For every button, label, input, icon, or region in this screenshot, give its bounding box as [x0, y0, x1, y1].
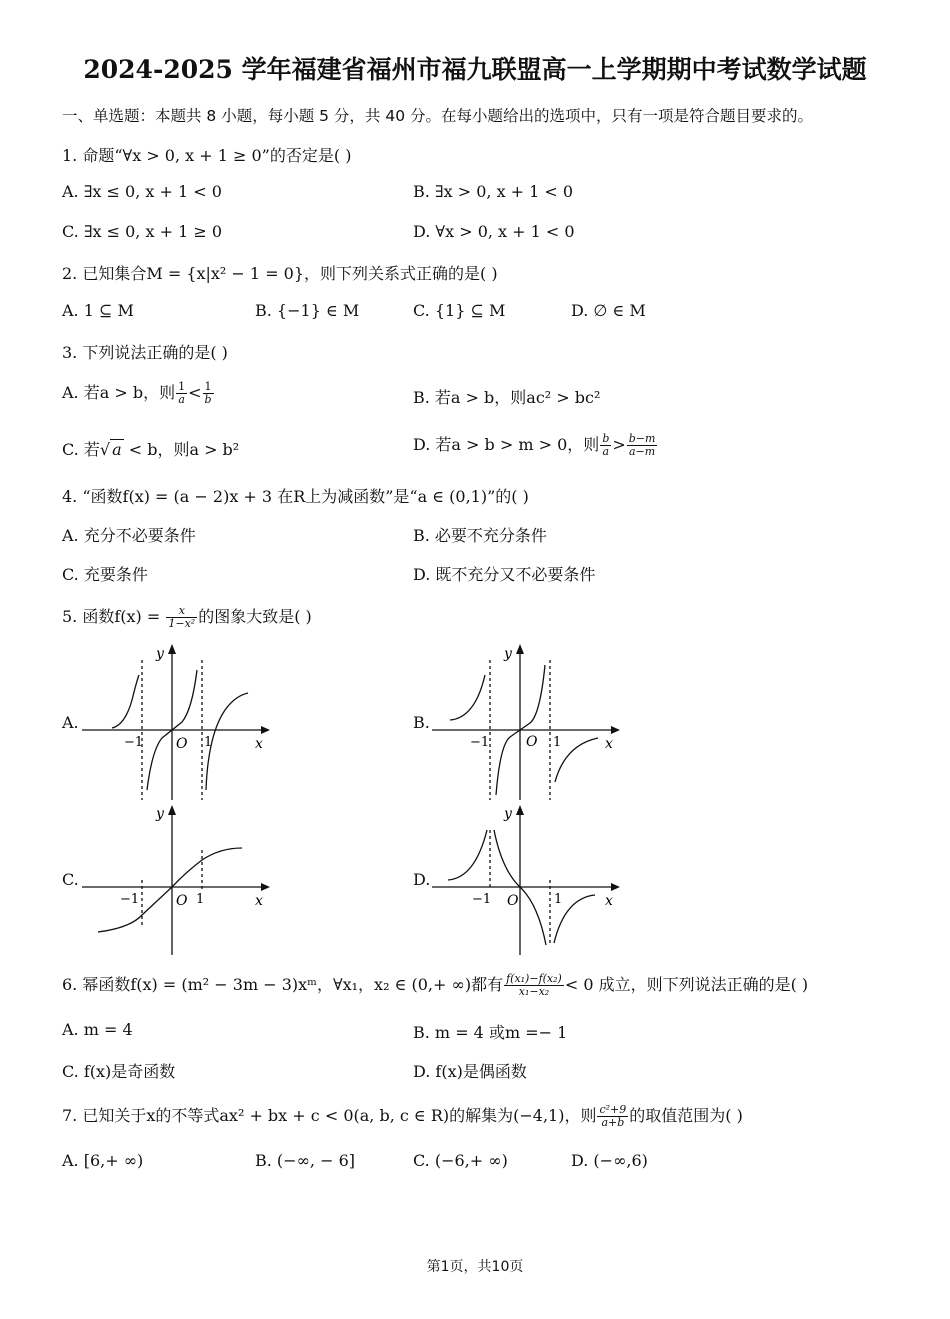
- q6-stem-prefix: 6. 幂函数f(x) = (m² − 3m − 3)xᵐ，∀x₁，x₂ ∈ (0,+ ∞)都有: [62, 975, 504, 994]
- q3-a-frac2: $\frac{1}{b}$: [204, 380, 212, 406]
- q3-option-b[interactable]: B. 若a > b，则ac² > bc²: [413, 388, 601, 407]
- q5-fraction: $\frac{x}{\text{1−x²}}$: [168, 604, 196, 630]
- q5-graph-a[interactable]: [80, 640, 280, 805]
- q1-stem: 1. 命题“∀x > 0, x + 1 ≥ 0”的否定是( ): [62, 146, 352, 165]
- q6-option-a[interactable]: A. m = 4: [62, 1020, 133, 1039]
- x-label: x: [605, 893, 613, 909]
- curve-left: [450, 675, 485, 720]
- curve-right: [555, 738, 598, 782]
- q6-fraction: $\frac{\text{f(x₁)−f(x₂)}}{\text{x₁−x₂}}$: [506, 972, 562, 998]
- one-label: 1: [196, 892, 205, 907]
- q2-option-c[interactable]: C. {1} ⊆ M: [413, 301, 506, 320]
- q3-stem: 3. 下列说法正确的是( ): [62, 343, 228, 362]
- x-label: x: [605, 736, 613, 752]
- curve-left-inner: [494, 830, 520, 887]
- curve-left-outer: [448, 830, 487, 880]
- page-footer: 第1页，共10页: [426, 1259, 524, 1275]
- neg-one-label: −1: [472, 892, 492, 907]
- origin-label: O: [176, 893, 188, 909]
- q7-stem-prefix: 7. 已知关于x的不等式ax² + bx + c < 0(a, b, c ∈ R)的解集为(−4,1)，则: [62, 1106, 597, 1125]
- one-label: 1: [554, 892, 563, 907]
- q4-option-a[interactable]: A. 充分不必要条件: [62, 526, 196, 545]
- origin-label: O: [507, 893, 519, 909]
- q5-stem-suffix: 的图象大致是( ): [198, 607, 312, 626]
- q7-option-a[interactable]: A. [6,+ ∞): [62, 1151, 144, 1170]
- one-label: 1: [553, 735, 562, 750]
- q3-c-prefix: C. 若: [62, 440, 100, 459]
- q5-option-c-label[interactable]: C.: [62, 870, 79, 889]
- section-heading: 一、单选题：本题共 8 小题，每小题 5 分，共 40 分。在每小题给出的选项中，只有一项是符合题目要求的。: [62, 107, 814, 125]
- q3-c-post: < b，则a > b²: [128, 440, 240, 459]
- q7-stem: [62, 1103, 743, 1129]
- curve-left: [112, 675, 139, 728]
- q7-option-b[interactable]: B. (−∞, − 6]: [255, 1151, 355, 1170]
- neg-one-label: −1: [124, 735, 144, 750]
- q3-option-d[interactable]: [413, 432, 658, 458]
- q6-option-d[interactable]: D. f(x)是偶函数: [413, 1062, 527, 1081]
- origin-label: O: [176, 736, 188, 752]
- page-title: 2024-2025 学年福建省福州市福九联盟高一上学期期中考试数学试题: [83, 55, 867, 84]
- y-label: y: [156, 806, 164, 822]
- q5-option-a-label[interactable]: A.: [62, 713, 79, 732]
- q2-option-d[interactable]: D. ∅ ∈ M: [571, 301, 646, 320]
- q6-stem: [62, 972, 808, 998]
- q1-option-c[interactable]: C. ∃x ≤ 0, x + 1 ≥ 0: [62, 222, 223, 241]
- q7-option-d[interactable]: D. (−∞,6): [571, 1151, 648, 1170]
- x-label: x: [255, 893, 263, 909]
- q2-option-b[interactable]: B. {−1} ∈ M: [255, 301, 360, 320]
- y-arrow: [168, 644, 176, 654]
- neg-one-label: −1: [470, 735, 490, 750]
- y-label: y: [504, 806, 512, 822]
- q5-option-b-label[interactable]: B.: [413, 713, 430, 732]
- origin-label: O: [526, 734, 538, 750]
- q7-fraction: $\frac{\text{c²+9}}{a+b}$: [599, 1103, 627, 1129]
- q3-option-a[interactable]: [62, 380, 215, 406]
- curve-right: [206, 693, 248, 790]
- q7-option-c[interactable]: C. (−6,+ ∞): [413, 1151, 508, 1170]
- q5-graph-d[interactable]: [430, 800, 630, 960]
- q5-graph-c[interactable]: [80, 800, 280, 960]
- q6-stem-suffix: < 0 成立，则下列说法正确的是( ): [564, 975, 809, 994]
- q1-option-d[interactable]: D. ∀x > 0, x + 1 < 0: [413, 222, 575, 241]
- q5-option-d-label[interactable]: D.: [413, 870, 431, 889]
- q3-a-prefix: A. 若a > b，则: [62, 383, 176, 402]
- q3-option-c[interactable]: C. 若√ a < b，则a > b²: [62, 440, 240, 459]
- q3-a-relation: <: [188, 383, 202, 402]
- q5-stem: [62, 604, 312, 630]
- q3-d-relation: >: [612, 435, 626, 454]
- y-label: y: [504, 646, 512, 662]
- q3-d-frac2: $\frac{b-m}{a-m}$: [628, 432, 656, 458]
- one-label: 1: [204, 735, 213, 750]
- curve-right-inner: [520, 887, 546, 945]
- q6-option-b[interactable]: B. m = 4 或m =− 1: [413, 1023, 568, 1042]
- q3-a-frac1: $\frac{1}{a}$: [178, 380, 186, 406]
- x-arrow: [261, 726, 270, 734]
- q3-d-frac1: $\frac{b}{a}$: [602, 432, 610, 458]
- q4-option-c[interactable]: C. 充要条件: [62, 565, 148, 584]
- neg-one-label: −1: [120, 892, 140, 907]
- q7-stem-suffix: 的取值范围为( ): [629, 1106, 743, 1125]
- q4-stem: 4. “函数f(x) = (a − 2)x + 3 在R上为减函数”是“a ∈ (0,1)”的( ): [62, 487, 529, 506]
- curve: [98, 848, 242, 932]
- x-label: x: [255, 736, 263, 752]
- q1-option-a[interactable]: A. ∃x ≤ 0, x + 1 < 0: [62, 182, 222, 201]
- q3-c-radicand: a: [112, 440, 122, 459]
- q2-stem: 2. 已知集合M = {x|x² − 1 = 0}，则下列关系式正确的是( ): [62, 264, 498, 283]
- q5-stem-prefix: 5. 函数f(x) =: [62, 607, 166, 626]
- q4-option-d[interactable]: D. 既不充分又不必要条件: [413, 565, 596, 584]
- q3-d-prefix: D. 若a > b > m > 0，则: [413, 435, 600, 454]
- q6-option-c[interactable]: C. f(x)是奇函数: [62, 1062, 176, 1081]
- q1-option-b[interactable]: B. ∃x > 0, x + 1 < 0: [413, 182, 574, 201]
- q2-option-a[interactable]: A. 1 ⊆ M: [62, 301, 134, 320]
- q5-graph-b[interactable]: [430, 640, 630, 805]
- y-label: y: [156, 646, 164, 662]
- q4-option-b[interactable]: B. 必要不充分条件: [413, 526, 547, 545]
